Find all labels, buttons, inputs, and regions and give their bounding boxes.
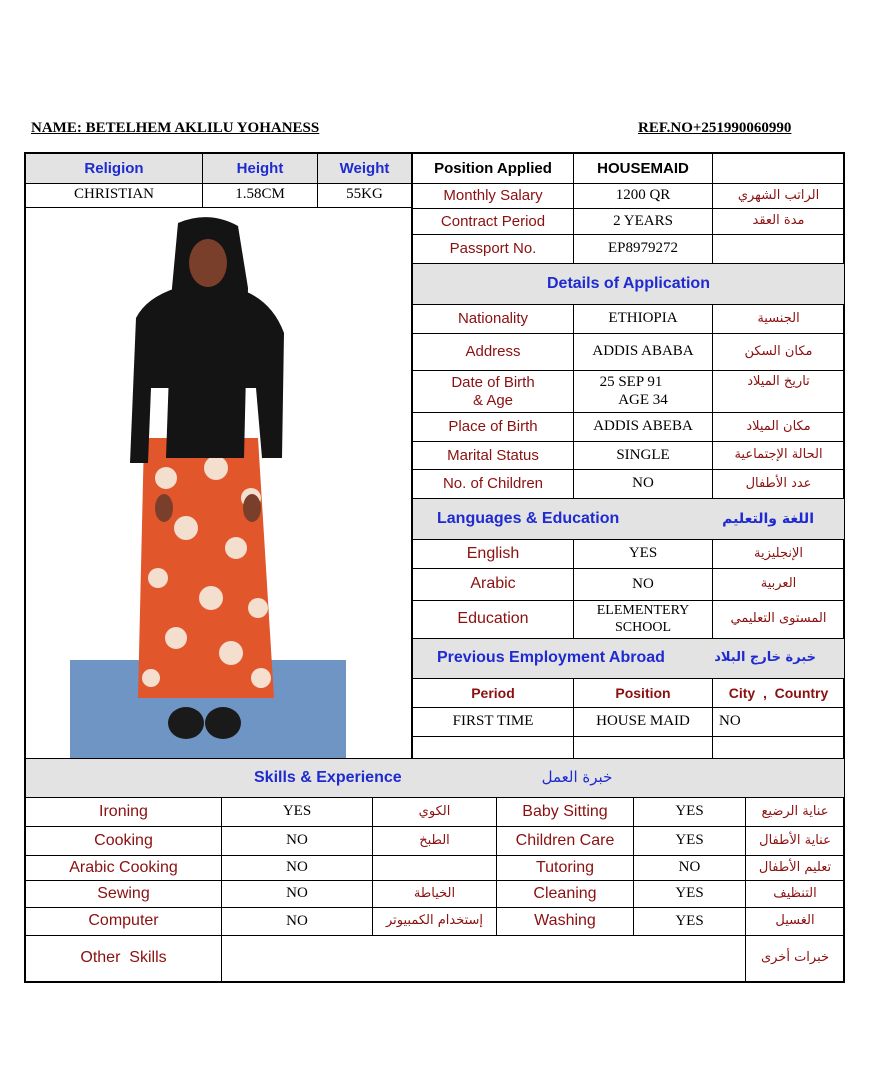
nationality-value: ETHIOPIA: [608, 310, 678, 327]
weight-value: 55KG: [346, 186, 383, 203]
skill-left-arabic: الطبخ: [419, 832, 450, 848]
arabic-arabic: العربية: [760, 576, 797, 592]
employment-title-arabic: خبرة خارج البلاد: [714, 650, 816, 666]
skill-right-arabic: عناية الرضيع: [761, 803, 829, 819]
skill-right-label: Baby Sitting: [522, 802, 608, 820]
emp-period-value: FIRST TIME: [452, 713, 534, 730]
salary-value: 1200 QR: [615, 187, 671, 204]
arabic-value: NO: [632, 575, 654, 592]
religion-value: CHRISTIAN: [73, 186, 154, 203]
education-arabic: المستوى التعليمي: [730, 611, 827, 627]
address-value: ADDIS ABABA: [592, 343, 694, 360]
dob-arabic: تاريخ الميلاد: [747, 373, 810, 389]
employment-title: Previous Employment Abroad: [437, 649, 665, 667]
skill-right-value: YES: [675, 885, 704, 902]
dob-label: [413, 371, 573, 412]
nationality-arabic: الجنسية: [757, 310, 800, 326]
skill-left-arabic: الخياطة: [413, 885, 456, 901]
skills-title: Skills & Experience: [254, 768, 402, 786]
skill-right-label: Tutoring: [535, 858, 595, 876]
contract-arabic: مدة العقد: [752, 213, 805, 229]
pob-label: Place of Birth: [448, 418, 538, 436]
languages-header: [413, 499, 844, 539]
weight-header: Weight: [318, 154, 411, 183]
education-label: Education: [457, 610, 529, 628]
employment-header: [413, 639, 844, 678]
emp-country-value: NO: [719, 713, 741, 730]
emp-position-header: Position: [615, 684, 671, 701]
salary-arabic: الراتب الشهري: [737, 187, 820, 203]
person-image: [26, 208, 411, 758]
children-value: NO: [632, 475, 654, 492]
skill-left-arabic: إستخدام الكمبيوتر: [385, 913, 484, 929]
salary-label: Monthly Salary: [443, 187, 543, 205]
address-arabic: مكان السكن: [744, 343, 813, 359]
details-title: Details of Application: [413, 264, 844, 304]
dob-date: 25 SEP 91: [599, 374, 663, 391]
pob-value: ADDIS ABEBA: [593, 418, 693, 435]
candidate-photo: [26, 208, 411, 758]
skill-left-value: NO: [286, 912, 308, 929]
skill-left-label: Cooking: [94, 831, 153, 849]
marital-value: SINGLE: [616, 446, 670, 463]
address-label: Address: [465, 343, 521, 361]
candidate-name: NAME: BETELHEM AKLILU YOHANESS: [31, 120, 320, 136]
skills-header: [26, 759, 844, 797]
children-label: No. of Children: [442, 475, 544, 493]
skill-right-label: Washing: [534, 912, 596, 930]
position-value: HOUSEMAID: [597, 159, 689, 177]
skill-right-label: Children Care: [515, 831, 615, 849]
education-value-line2: SCHOOL: [614, 619, 671, 635]
skill-right-arabic: التنظيف: [773, 885, 817, 901]
skills-title-arabic: خبرة العمل: [541, 768, 613, 787]
dob-label-line2: & Age: [472, 391, 514, 409]
skill-left-arabic: [373, 856, 496, 880]
skill-left-label: Arabic Cooking: [69, 858, 178, 876]
children-arabic: عدد الأطفال: [745, 475, 812, 491]
passport-value: EP8979272: [607, 240, 678, 257]
skill-left-label: Sewing: [97, 884, 150, 902]
dob-value: [574, 371, 712, 412]
skill-left-value: NO: [286, 832, 308, 849]
skill-right-label: Cleaning: [533, 884, 597, 902]
marital-label: Marital Status: [447, 446, 539, 464]
skill-right-value: NO: [678, 859, 701, 876]
pob-arabic: مكان الميلاد: [746, 418, 811, 434]
skill-left-label: Ironing: [99, 802, 148, 820]
religion-header: Religion: [26, 154, 202, 183]
skill-left-label: Computer: [88, 912, 159, 930]
skill-right-arabic: عناية الأطفال: [759, 832, 831, 848]
passport-label: Passport No.: [449, 240, 537, 258]
height-header: Height: [203, 154, 317, 183]
position-label: Position Applied: [434, 159, 552, 177]
period-header: Period: [471, 684, 515, 701]
skill-right-value: YES: [675, 832, 704, 849]
skill-right-value: YES: [675, 803, 704, 820]
arabic-label: Arabic: [470, 575, 516, 593]
education-value-line1: ELEMENTERY: [596, 603, 690, 619]
skill-right-arabic: تعليم الأطفال: [758, 859, 832, 875]
city-country-header: City , Country: [728, 684, 829, 701]
english-value: YES: [628, 545, 658, 562]
skill-left-value: NO: [286, 885, 308, 902]
reference-number: REF.NO+251990060990: [638, 120, 792, 136]
education-value: [574, 601, 712, 638]
skill-left-value: YES: [282, 803, 312, 820]
marital-arabic: الحالة الإجتماعية: [734, 447, 823, 463]
skill-left-value: NO: [286, 859, 308, 876]
skill-right-arabic: الغسيل: [775, 913, 815, 929]
dob-age: AGE 34: [618, 391, 668, 408]
languages-title: Languages & Education: [437, 509, 620, 527]
contract-value: 2 YEARS: [613, 212, 673, 229]
nationality-label: Nationality: [457, 310, 529, 328]
height-value: 1.58CM: [235, 186, 285, 203]
other-skills-label: Other Skills: [80, 949, 167, 967]
other-skills-arabic: خبرات أخرى: [760, 950, 830, 966]
skill-right-value: YES: [675, 912, 704, 929]
contract-label: Contract Period: [440, 212, 546, 230]
english-arabic: الإنجليزية: [753, 545, 804, 561]
skill-left-arabic: الكوي: [418, 803, 451, 819]
english-label: English: [466, 544, 520, 562]
dob-label-line1: Date of Birth: [451, 374, 535, 392]
emp-position-value: HOUSE MAID: [596, 713, 690, 730]
languages-title-arabic: اللغة والتعليم: [722, 510, 814, 527]
